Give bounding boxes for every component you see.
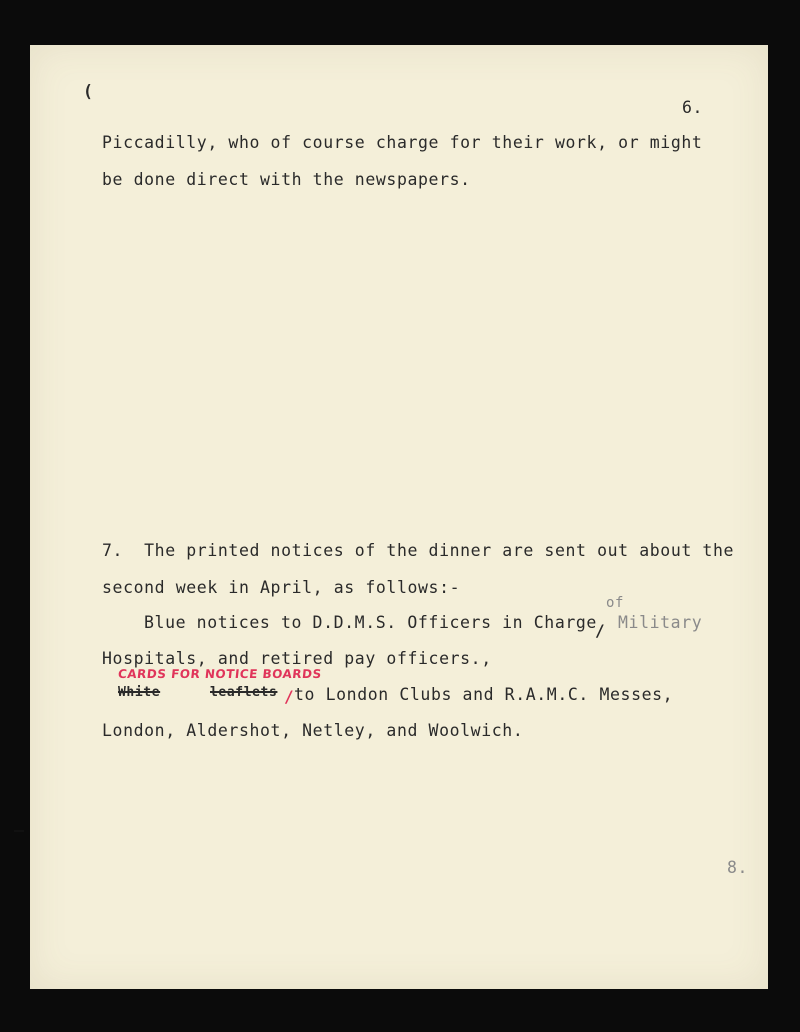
paragraph-7-line-3-start: Blue notices to D.D.M.S. Officers in Charge: [144, 613, 597, 632]
inserted-word-of: of: [606, 595, 625, 611]
edge-mark-left: [14, 830, 24, 832]
paragraph-7-line-3-end: Military: [618, 613, 703, 632]
paragraph-7-line-2: second week in April, as follows:-: [102, 578, 461, 597]
page-number: 6.: [682, 98, 704, 117]
paragraph-6-line-1: Piccadilly, who of course charge for their work, or might: [102, 133, 703, 152]
paragraph-7-line-5: to London Clubs and R.A.M.C. Messes,: [294, 685, 674, 704]
paragraph-7-line-6: London, Aldershot, Netley, and Woolwich.: [102, 721, 524, 740]
insertion-caret-2: /: [284, 687, 294, 706]
top-margin-mark: (: [83, 82, 94, 101]
paragraph-7-line-1: 7. The printed notices of the dinner are sent out about the: [102, 541, 735, 560]
bottom-page-number: 8.: [727, 858, 749, 877]
document-page: [30, 45, 768, 989]
paragraph-6-line-2: be done direct with the newspapers.: [102, 170, 471, 189]
struck-word-leaflets: leaflets: [210, 685, 278, 700]
struck-word-white: White: [118, 685, 161, 700]
paragraph-7-line-4: Hospitals, and retired pay officers.,: [102, 649, 492, 668]
insertion-caret: /: [595, 621, 605, 640]
red-handwritten-annotation: CARDS FOR NOTICE BOARDS: [117, 667, 323, 681]
